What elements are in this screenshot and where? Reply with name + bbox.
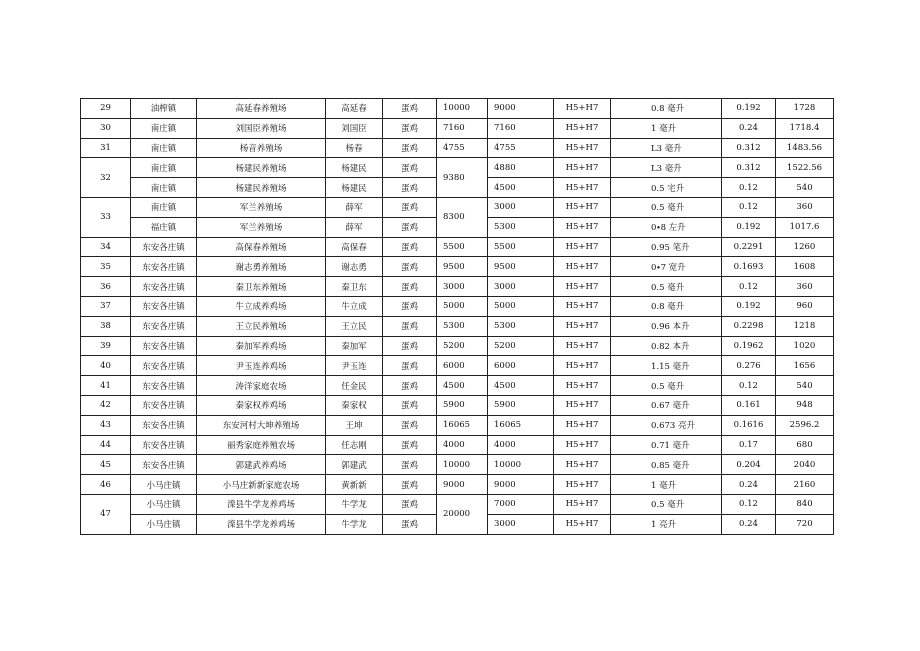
town-cell: 南庄镇	[131, 178, 197, 198]
row-number: 34	[81, 237, 131, 257]
kind-cell: 蛋鸡	[383, 415, 437, 435]
table-row	[81, 138, 834, 158]
amount-cell: 1718.4	[776, 118, 834, 138]
row-number: 46	[81, 475, 131, 495]
farm-cell: 秦卫东养殖场	[197, 277, 326, 297]
count-cell: 9000	[488, 475, 554, 495]
farm-cell: 杨建民养殖场	[197, 158, 326, 178]
table-row	[81, 316, 834, 336]
vaccine-cell: H5+H7	[554, 158, 611, 178]
town-cell: 东安各庄镇	[131, 376, 197, 396]
owner-cell: 牛学龙	[326, 514, 383, 534]
table-row	[81, 356, 834, 376]
row-number: 43	[81, 415, 131, 435]
table-row	[81, 475, 834, 495]
table-row	[81, 237, 834, 257]
kind-cell: 蛋鸡	[383, 138, 437, 158]
count-cell: 4755	[488, 138, 554, 158]
row-number: 45	[81, 455, 131, 475]
amount-cell: 1218	[776, 316, 834, 336]
owner-cell: 郭建武	[326, 455, 383, 475]
vaccine-cell: H5+H7	[554, 296, 611, 316]
town-cell: 东安各庄镇	[131, 336, 197, 356]
table-row	[81, 415, 834, 435]
amount-cell: 1608	[776, 257, 834, 277]
row-number: 40	[81, 356, 131, 376]
amount-cell: 360	[776, 277, 834, 297]
town-cell: 南庄镇	[131, 158, 197, 178]
owner-cell: 高延春	[326, 99, 383, 119]
farm-cell: 高延春养殖场	[197, 99, 326, 119]
count-cell: 7160	[488, 118, 554, 138]
table-row	[81, 158, 834, 178]
kind-cell: 蛋鸡	[383, 356, 437, 376]
kind-cell: 蛋鸡	[383, 99, 437, 119]
amount-cell: 1017.6	[776, 217, 834, 237]
owner-cell: 牛学龙	[326, 494, 383, 514]
amount-cell: 2040	[776, 455, 834, 475]
farm-cell: 牛立成养鸡场	[197, 296, 326, 316]
kind-cell: 蛋鸡	[383, 277, 437, 297]
per-cell: 0.12	[722, 197, 776, 217]
count-cell: 5500	[488, 237, 554, 257]
amount-cell: 2160	[776, 475, 834, 495]
table-row	[81, 277, 834, 297]
kind-cell: 蛋鸡	[383, 376, 437, 396]
total-cell: 4000	[437, 435, 488, 455]
dose-cell: 1.15 毫升	[611, 356, 722, 376]
total-cell: 8300	[437, 197, 488, 237]
dose-cell: 0.96 本升	[611, 316, 722, 336]
vaccine-cell: H5+H7	[554, 237, 611, 257]
row-number: 36	[81, 277, 131, 297]
total-cell: 4755	[437, 138, 488, 158]
town-cell: 东安各庄镇	[131, 237, 197, 257]
kind-cell: 蛋鸡	[383, 514, 437, 534]
amount-cell: 2596.2	[776, 415, 834, 435]
owner-cell: 薛军	[326, 217, 383, 237]
per-cell: 0.276	[722, 356, 776, 376]
count-cell: 5300	[488, 316, 554, 336]
count-cell: 4500	[488, 178, 554, 198]
dose-cell: 0.67 毫升	[611, 395, 722, 415]
owner-cell: 黄新新	[326, 475, 383, 495]
amount-cell: 948	[776, 395, 834, 415]
per-cell: 0.192	[722, 217, 776, 237]
count-cell: 3000	[488, 277, 554, 297]
owner-cell: 杨春	[326, 138, 383, 158]
total-cell: 5300	[437, 316, 488, 336]
farm-cell: 郭建武养鸡场	[197, 455, 326, 475]
total-cell: 9500	[437, 257, 488, 277]
owner-cell: 牛立成	[326, 296, 383, 316]
town-cell: 东安各庄镇	[131, 316, 197, 336]
total-cell: 9380	[437, 158, 488, 198]
kind-cell: 蛋鸡	[383, 118, 437, 138]
vaccine-cell: H5+H7	[554, 316, 611, 336]
farm-cell: 谢志勇养殖场	[197, 257, 326, 277]
farm-cell: 王立民养殖场	[197, 316, 326, 336]
farm-cell: 军兰养殖场	[197, 217, 326, 237]
town-cell: 小马庄镇	[131, 494, 197, 514]
vaccine-cell: H5+H7	[554, 514, 611, 534]
total-cell: 10000	[437, 99, 488, 119]
count-cell: 6000	[488, 356, 554, 376]
row-number: 47	[81, 494, 131, 534]
per-cell: 0.204	[722, 455, 776, 475]
vaccine-cell: H5+H7	[554, 257, 611, 277]
town-cell: 小马庄镇	[131, 475, 197, 495]
vaccine-cell: H5+H7	[554, 395, 611, 415]
dose-cell: L3 毫升	[611, 158, 722, 178]
per-cell: 0.12	[722, 277, 776, 297]
dose-cell: 0.8 毫升	[611, 296, 722, 316]
farm-cell: 刘国臣养殖场	[197, 118, 326, 138]
row-number: 30	[81, 118, 131, 138]
count-cell: 16065	[488, 415, 554, 435]
dose-cell: 0.5 毫升	[611, 376, 722, 396]
kind-cell: 蛋鸡	[383, 494, 437, 514]
town-cell: 油榨镇	[131, 99, 197, 119]
kind-cell: 蛋鸡	[383, 316, 437, 336]
owner-cell: 秦家权	[326, 395, 383, 415]
amount-cell: 1728	[776, 99, 834, 119]
vaccine-cell: H5+H7	[554, 356, 611, 376]
per-cell: 0.192	[722, 99, 776, 119]
farm-cell: 秦加军养鸡场	[197, 336, 326, 356]
table-row	[81, 296, 834, 316]
amount-cell: 540	[776, 178, 834, 198]
total-cell: 3000	[437, 277, 488, 297]
count-cell: 9500	[488, 257, 554, 277]
per-cell: 0.24	[722, 475, 776, 495]
kind-cell: 蛋鸡	[383, 475, 437, 495]
per-cell: 0.24	[722, 118, 776, 138]
row-number: 44	[81, 435, 131, 455]
vaccine-cell: H5+H7	[554, 494, 611, 514]
total-cell: 4500	[437, 376, 488, 396]
total-cell: 5000	[437, 296, 488, 316]
per-cell: 0.12	[722, 494, 776, 514]
owner-cell: 高保春	[326, 237, 383, 257]
owner-cell: 秦卫东	[326, 277, 383, 297]
table-row	[81, 118, 834, 138]
dose-cell: 0∙8 左升	[611, 217, 722, 237]
row-number: 32	[81, 158, 131, 198]
count-cell: 5300	[488, 217, 554, 237]
total-cell: 10000	[437, 455, 488, 475]
dose-cell: 0.5 毫升	[611, 494, 722, 514]
per-cell: 0.1616	[722, 415, 776, 435]
total-cell: 16065	[437, 415, 488, 435]
row-number: 38	[81, 316, 131, 336]
per-cell: 0.1962	[722, 336, 776, 356]
table-row	[81, 395, 834, 415]
farm-cell: 军兰养殖场	[197, 197, 326, 217]
vaccine-cell: H5+H7	[554, 435, 611, 455]
town-cell: 南庄镇	[131, 118, 197, 138]
per-cell: 0.192	[722, 296, 776, 316]
amount-cell: 1020	[776, 336, 834, 356]
farm-cell: 丽秀家庭养殖农场	[197, 435, 326, 455]
per-cell: 0.312	[722, 158, 776, 178]
kind-cell: 蛋鸡	[383, 435, 437, 455]
farm-cell: 杨建民养殖场	[197, 178, 326, 198]
amount-cell: 1522.56	[776, 158, 834, 178]
count-cell: 4000	[488, 435, 554, 455]
town-cell: 南庄镇	[131, 197, 197, 217]
per-cell: 0.12	[722, 178, 776, 198]
count-cell: 7000	[488, 494, 554, 514]
kind-cell: 蛋鸡	[383, 455, 437, 475]
dose-cell: 1 毫升	[611, 118, 722, 138]
dose-cell: 1 亮升	[611, 514, 722, 534]
farm-cell: 东安河村大坤养殖场	[197, 415, 326, 435]
town-cell: 东安各庄镇	[131, 356, 197, 376]
owner-cell: 刘国臣	[326, 118, 383, 138]
vaccination-table	[80, 98, 834, 535]
count-cell: 5900	[488, 395, 554, 415]
row-number: 39	[81, 336, 131, 356]
town-cell: 东安各庄镇	[131, 435, 197, 455]
amount-cell: 720	[776, 514, 834, 534]
owner-cell: 杨建民	[326, 178, 383, 198]
dose-cell: 0.82 本升	[611, 336, 722, 356]
town-cell: 东安各庄镇	[131, 415, 197, 435]
total-cell: 9000	[437, 475, 488, 495]
count-cell: 4500	[488, 376, 554, 396]
vaccine-cell: H5+H7	[554, 336, 611, 356]
amount-cell: 680	[776, 435, 834, 455]
vaccine-cell: H5+H7	[554, 415, 611, 435]
row-number: 41	[81, 376, 131, 396]
farm-cell: 小马庄新新家庭农场	[197, 475, 326, 495]
count-cell: 5200	[488, 336, 554, 356]
amount-cell: 1656	[776, 356, 834, 376]
vaccine-cell: H5+H7	[554, 178, 611, 198]
amount-cell: 1260	[776, 237, 834, 257]
kind-cell: 蛋鸡	[383, 197, 437, 217]
kind-cell: 蛋鸡	[383, 336, 437, 356]
dose-cell: 0.85 毫升	[611, 455, 722, 475]
town-cell: 东安各庄镇	[131, 296, 197, 316]
farm-cell: 杨音养殖场	[197, 138, 326, 158]
owner-cell: 任金民	[326, 376, 383, 396]
kind-cell: 蛋鸡	[383, 178, 437, 198]
town-cell: 东安各庄镇	[131, 257, 197, 277]
vaccine-cell: H5+H7	[554, 197, 611, 217]
row-number: 29	[81, 99, 131, 119]
dose-cell: 0.8 毫升	[611, 99, 722, 119]
amount-cell: 360	[776, 197, 834, 217]
total-cell: 5900	[437, 395, 488, 415]
row-number: 31	[81, 138, 131, 158]
kind-cell: 蛋鸡	[383, 158, 437, 178]
table-row	[81, 455, 834, 475]
row-number: 35	[81, 257, 131, 277]
per-cell: 0.161	[722, 395, 776, 415]
count-cell: 4880	[488, 158, 554, 178]
amount-cell: 840	[776, 494, 834, 514]
farm-cell: 涛洋家庭农场	[197, 376, 326, 396]
total-cell: 6000	[437, 356, 488, 376]
farm-cell: 滦县牛学龙养鸡场	[197, 514, 326, 534]
total-cell: 5200	[437, 336, 488, 356]
farm-cell: 秦家权养鸡场	[197, 395, 326, 415]
per-cell: 0.2298	[722, 316, 776, 336]
count-cell: 3000	[488, 197, 554, 217]
town-cell: 南庄镇	[131, 138, 197, 158]
dose-cell: 0.673 亮升	[611, 415, 722, 435]
table-row	[81, 376, 834, 396]
count-cell: 10000	[488, 455, 554, 475]
amount-cell: 1483.56	[776, 138, 834, 158]
table-row	[81, 336, 834, 356]
dose-cell: 0.5 宅升	[611, 178, 722, 198]
amount-cell: 960	[776, 296, 834, 316]
owner-cell: 薛军	[326, 197, 383, 217]
vaccine-cell: H5+H7	[554, 99, 611, 119]
table-row	[81, 257, 834, 277]
kind-cell: 蛋鸡	[383, 237, 437, 257]
owner-cell: 王立民	[326, 316, 383, 336]
total-cell: 5500	[437, 237, 488, 257]
vaccine-cell: H5+H7	[554, 455, 611, 475]
count-cell: 3000	[488, 514, 554, 534]
farm-cell: 高保春养殖场	[197, 237, 326, 257]
vaccine-cell: H5+H7	[554, 376, 611, 396]
owner-cell: 王坤	[326, 415, 383, 435]
amount-cell: 540	[776, 376, 834, 396]
owner-cell: 杨建民	[326, 158, 383, 178]
kind-cell: 蛋鸡	[383, 395, 437, 415]
town-cell: 小马庄镇	[131, 514, 197, 534]
table-row	[81, 435, 834, 455]
kind-cell: 蛋鸡	[383, 296, 437, 316]
vaccine-cell: H5+H7	[554, 118, 611, 138]
owner-cell: 谢志勇	[326, 257, 383, 277]
table-row	[81, 197, 834, 217]
table-row	[81, 99, 834, 119]
total-cell: 20000	[437, 494, 488, 534]
dose-cell: 0.5 毫升	[611, 277, 722, 297]
dose-cell: L3 毫升	[611, 138, 722, 158]
per-cell: 0.24	[722, 514, 776, 534]
town-cell: 东安各庄镇	[131, 455, 197, 475]
per-cell: 0.12	[722, 376, 776, 396]
per-cell: 0.17	[722, 435, 776, 455]
owner-cell: 任志刚	[326, 435, 383, 455]
vaccine-cell: H5+H7	[554, 138, 611, 158]
dose-cell: 0.95 笔升	[611, 237, 722, 257]
dose-cell: 1 毫升	[611, 475, 722, 495]
row-number: 33	[81, 197, 131, 237]
owner-cell: 秦加军	[326, 336, 383, 356]
vaccine-cell: H5+H7	[554, 217, 611, 237]
dose-cell: 0.71 毫升	[611, 435, 722, 455]
row-number: 42	[81, 395, 131, 415]
count-cell: 5000	[488, 296, 554, 316]
town-cell: 东安各庄镇	[131, 395, 197, 415]
total-cell: 7160	[437, 118, 488, 138]
town-cell: 福庄镇	[131, 217, 197, 237]
vaccine-cell: H5+H7	[554, 277, 611, 297]
farm-cell: 滦县牛学龙养鸡场	[197, 494, 326, 514]
kind-cell: 蛋鸡	[383, 257, 437, 277]
dose-cell: 0∙7 宽升	[611, 257, 722, 277]
row-number: 37	[81, 296, 131, 316]
table-row	[81, 494, 834, 514]
vaccine-cell: H5+H7	[554, 475, 611, 495]
farm-cell: 尹玉连养鸡场	[197, 356, 326, 376]
per-cell: 0.1693	[722, 257, 776, 277]
town-cell: 东安各庄镇	[131, 277, 197, 297]
count-cell: 9000	[488, 99, 554, 119]
dose-cell: 0.5 毫升	[611, 197, 722, 217]
per-cell: 0.2291	[722, 237, 776, 257]
kind-cell: 蛋鸡	[383, 217, 437, 237]
owner-cell: 尹玉连	[326, 356, 383, 376]
per-cell: 0.312	[722, 138, 776, 158]
